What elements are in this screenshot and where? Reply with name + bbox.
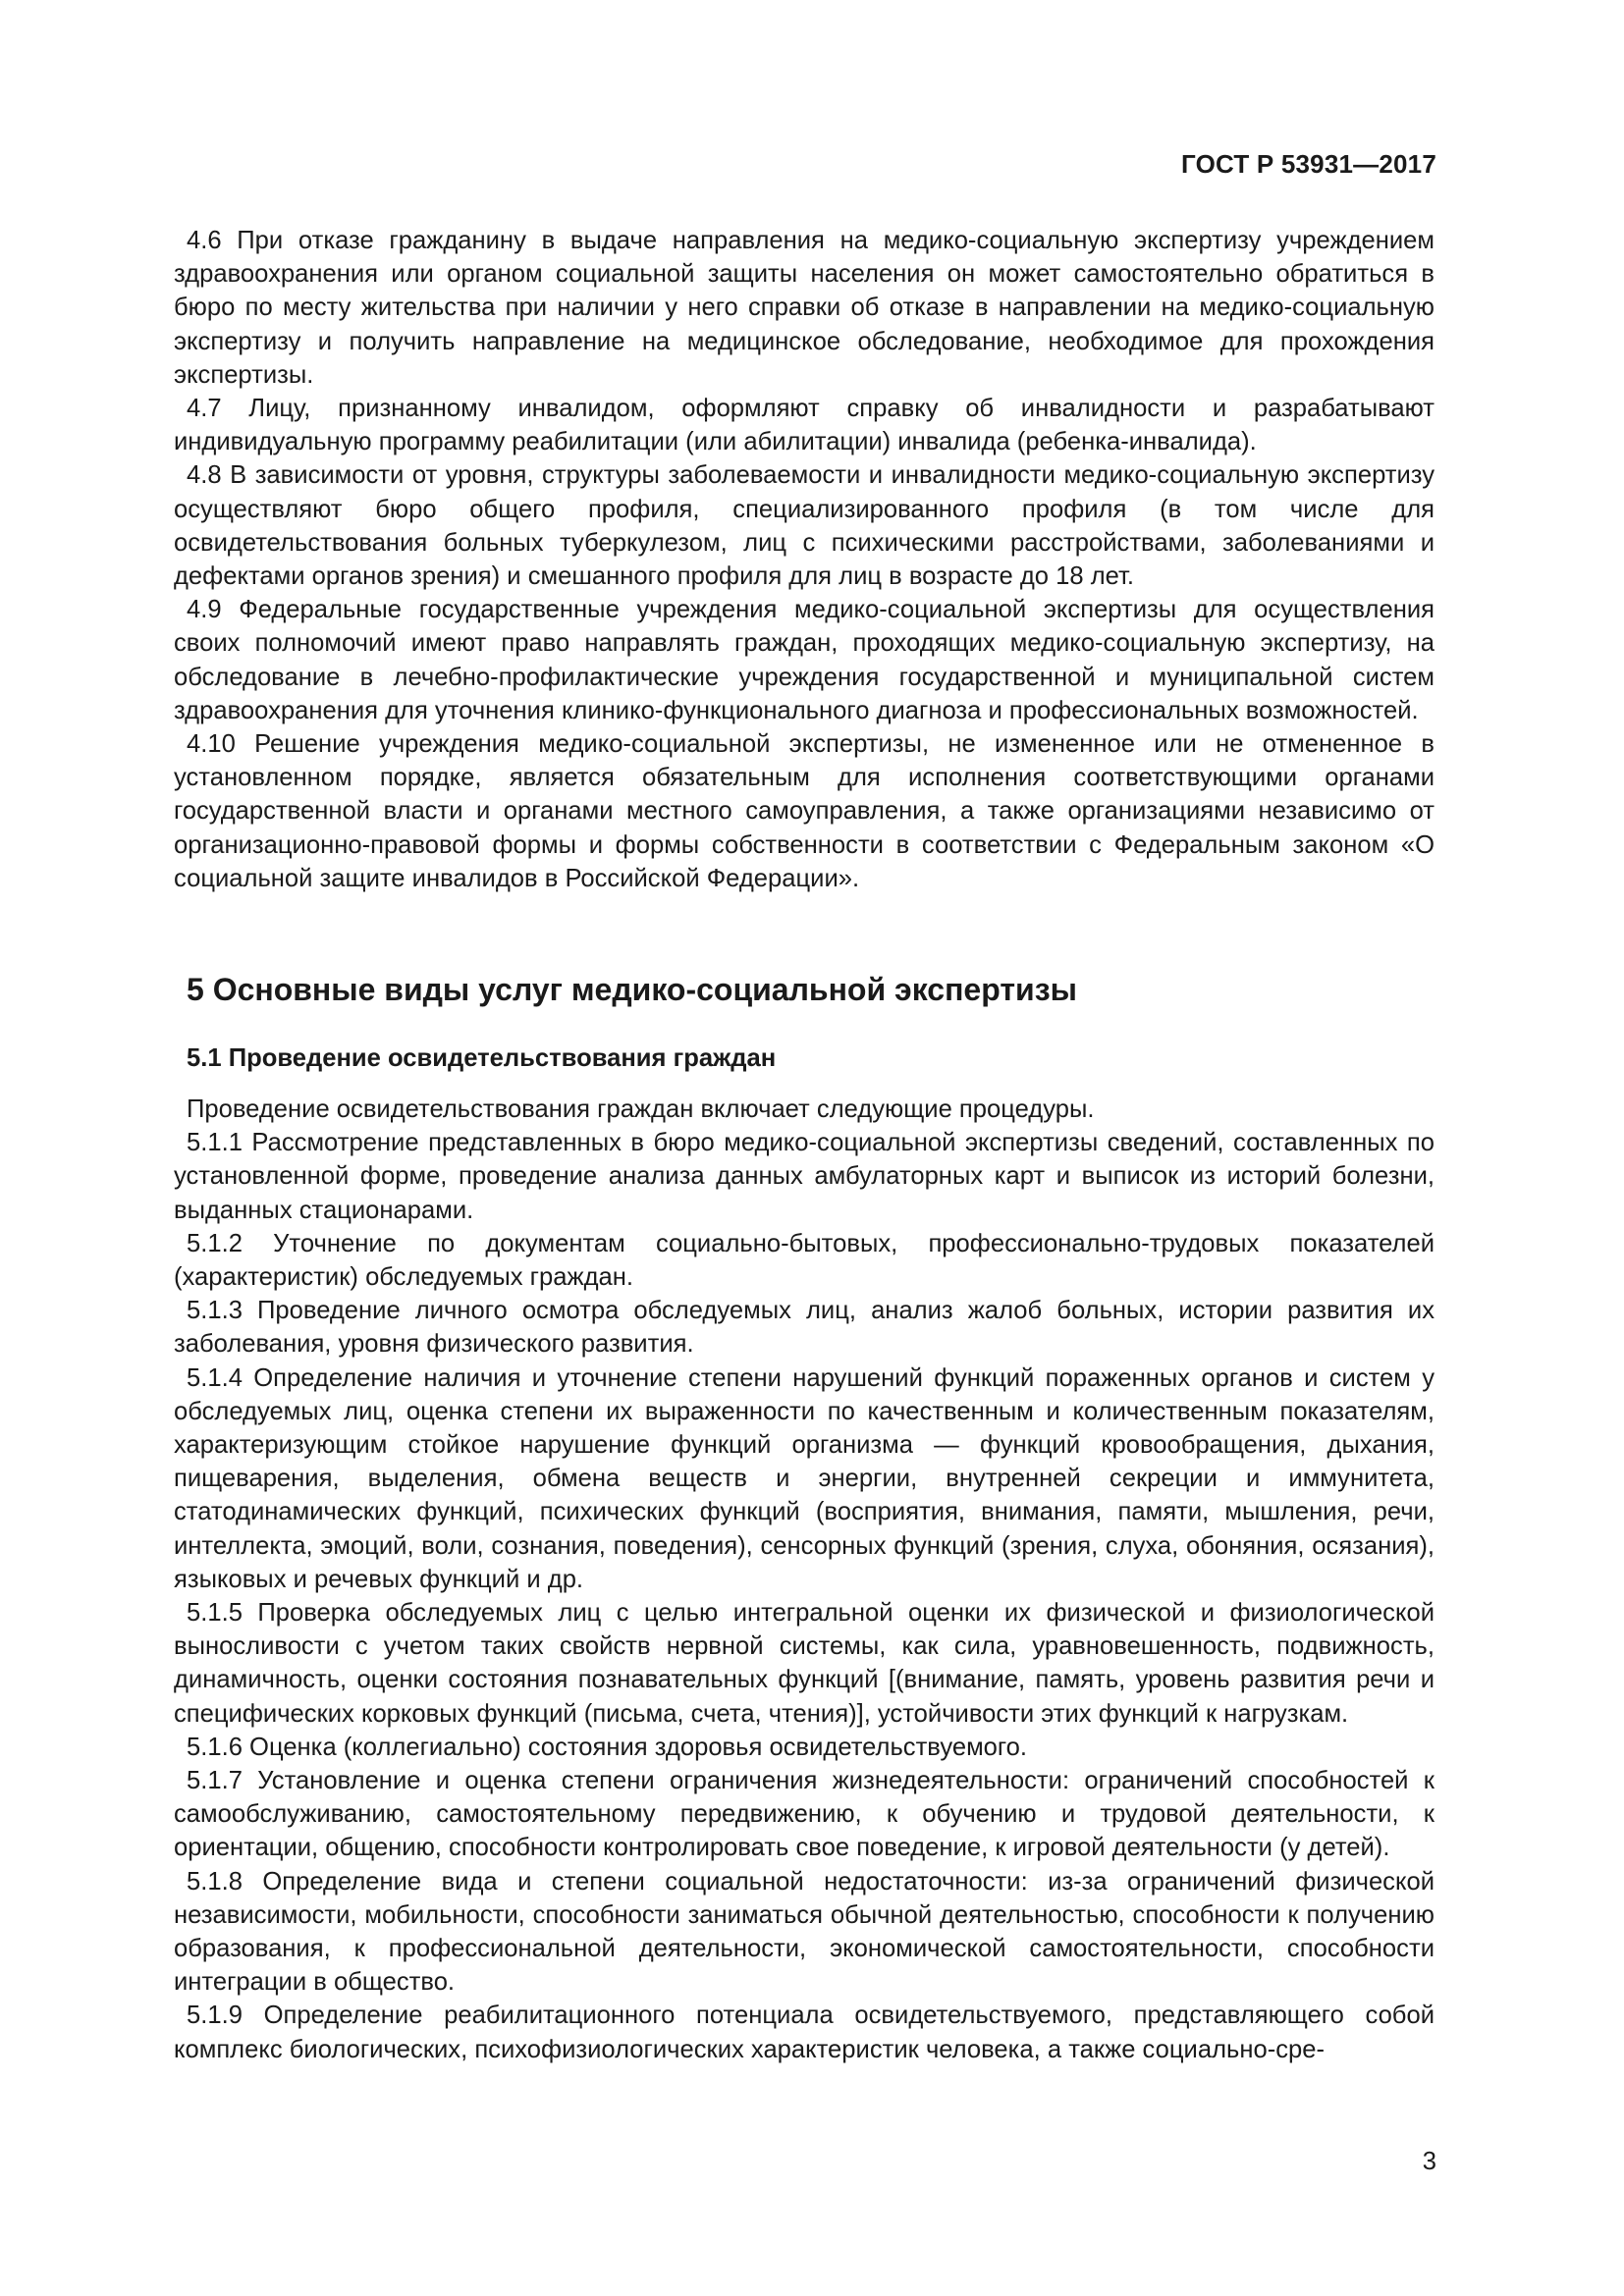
paragraph-4-8: 4.8 В зависимости от уровня, структуры заболеваемости и инвалидности медико-социальную экспертизу осуществляют бюро общего профиля, специализированного профиля (в том числе для освидетельствования больных туберкулезом, лиц с психическими расстройствами, заболеваниями и дефектами органов зрения) и смешанного профиля для лиц в возрасте до 18 лет.	[174, 461, 1435, 591]
paragraph-4-9: 4.9 Федеральные государственные учреждения медико-социальной экспертизы для осуществления своих полномочий имеют право направлять граждан, проходящих медико-социальную экспертизу, на обследование в лечебно-профилактические учреждения государственной и муниципальной систем здравоохранения для уточнения клинико-функционального диагноза и профессиональных возможностей.	[174, 596, 1435, 724]
paragraph-4-7: 4.7 Лицу, признанному инвалидом, оформляют справку об инвалидности и разрабатывают индивидуальную программу реабилитации (или абилитации) инвалида (ребенка-инвалида).	[174, 395, 1435, 456]
item-5-1-7: 5.1.7 Установление и оценка степени ограничения жизнедеятельности: ограничений способностей к самообслуживанию, самостоятельному передвижению, к обучению и трудовой деятельности, к ориентации, общению, способности контролировать свое поведение, к игровой деятельности (у детей).	[174, 1767, 1435, 1862]
paragraph-4-10: 4.10 Решение учреждения медико-социальной экспертизы, не измененное или не отмененное в установленном порядке, является обязательным для исполнения соответствующими органами государственной власти и органами местного самоуправления, а также организациями независимо от организационно-правовой формы и формы собственности в соответствии с Федеральным законом «О социальной защите инвалидов в Российской Федерации».	[174, 730, 1435, 892]
item-5-1-9: 5.1.9 Определение реабилитационного потенциала освидетельствуемого, представляющего собой комплекс биологических, психофизиологических характеристик человека, а также социально-сре-	[174, 2002, 1435, 2063]
item-5-1-5: 5.1.5 Проверка обследуемых лиц с целью интегральной оценки их физической и физиологической выносливости с учетом таких свойств нервной системы, как сила, уравновешенность, подвижность, динамичность, оценки состояния познавательных функций [(внимание, память, уровень развития речи и специфических корковых функций (письма, счета, чтения)], устойчивости этих функций к нагрузкам.	[174, 1599, 1435, 1728]
section-5-1-body	[174, 1093, 1435, 2066]
section-5-1-intro: Проведение освидетельствования граждан включает следующие процедуры.	[187, 1095, 1095, 1123]
section-4-body	[174, 224, 1435, 895]
item-5-1-4: 5.1.4 Определение наличия и уточнение степени нарушений функций пораженных органов и систем у обследуемых лиц, оценка степени их выраженности по качественным и количественным показателям, характеризующим стойкое нарушение функций организма — функций кровообращения, дыхания, пищеварения, выделения, обмена веществ и энергии, внутренней секреции и иммунитета, статодинамических функций, психических функций (восприятия, внимания, памяти, мышления, речи, интеллекта, эмоций, воли, сознания, поведения), сенсорных функций (зрения, слуха, обоняния, осязания), языковых и речевых функций и др.	[174, 1363, 1435, 1593]
page-number: 3	[1422, 2148, 1436, 2175]
item-5-1-8: 5.1.8 Определение вида и степени социальной недостаточности: из-за ограничений физической независимости, мобильности, способности заниматься обычной деятельностью, способности к получению образования, к профессиональной деятельности, экономической самостоятельности, способности интеграции в общество.	[174, 1867, 1435, 1997]
item-5-1-6: 5.1.6 Оценка (коллегиально) состояния здоровья освидетельствуемого.	[187, 1733, 1028, 1761]
item-5-1-3: 5.1.3 Проведение личного осмотра обследуемых лиц, анализ жалоб больных, истории развития их заболевания, уровня физического развития.	[174, 1297, 1435, 1359]
section-5-heading: 5 Основные виды услуг медико-социальной экспертизы	[187, 972, 1077, 1007]
item-5-1-1: 5.1.1 Рассмотрение представленных в бюро медико-социальной экспертизы сведений, составленных по установленной форме, проведение анализа данных амбулаторных карт и выписок из историй болезни, выданных стационарами.	[174, 1129, 1435, 1224]
standard-code: ГОСТ Р 53931—2017	[1181, 149, 1436, 179]
item-5-1-2: 5.1.2 Уточнение по документам социально-бытовых, профессионально-трудовых показателей (характеристик) обследуемых граждан.	[174, 1229, 1435, 1292]
subsection-5-1-heading: 5.1 Проведение освидетельствования граждан	[187, 1044, 777, 1072]
paragraph-4-6: 4.6 При отказе гражданину в выдаче направления на медико-социальную экспертизу учреждением здравоохранения или органом социальной защиты населения он может самостоятельно обратиться в бюро по месту жительства при наличии у него справки об отказе в направлении на медико-социальную экспертизу и получить направление на медицинское обследование, необходимое для прохождения экспертизы.	[174, 227, 1435, 389]
